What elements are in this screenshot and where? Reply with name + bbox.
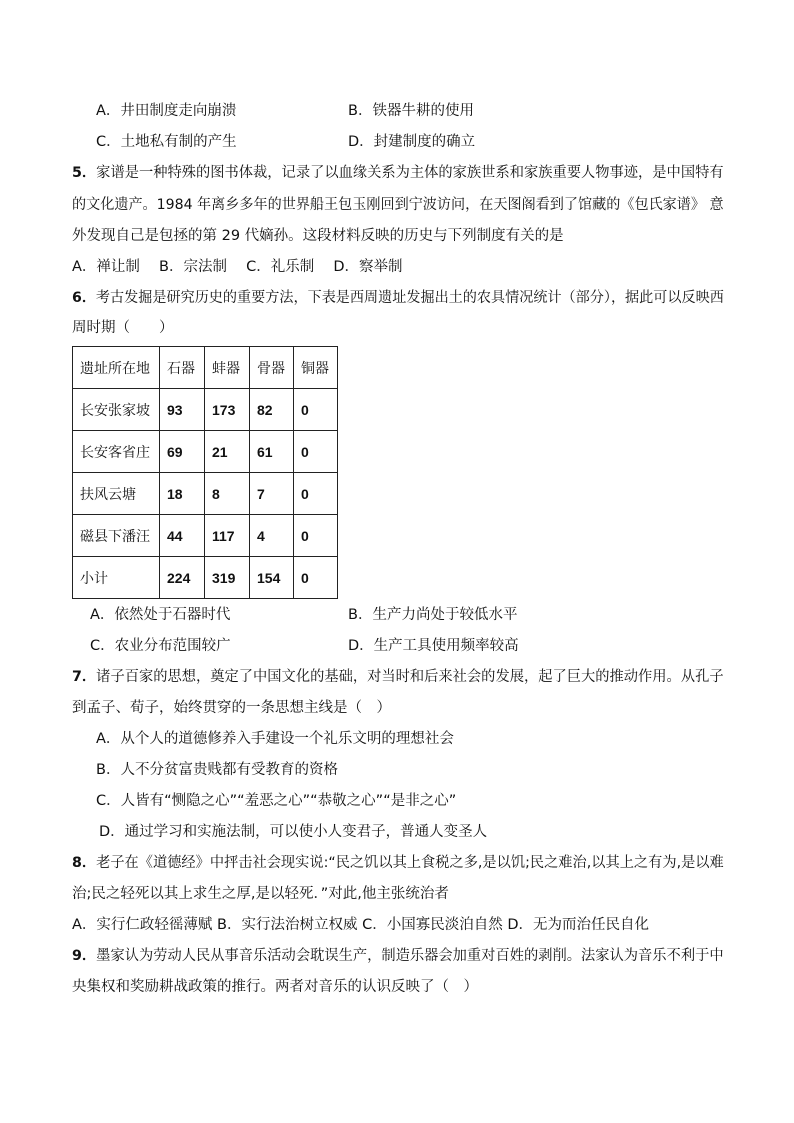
q8-line-1 [72, 853, 724, 873]
table-cell-site: 小计 [73, 557, 160, 599]
q9-stem-2: 央集权和奖励耕战政策的推行。两者对音乐的认识反映了（ ） [72, 979, 478, 995]
q6-option-d: D．生产工具使用频率较高 [348, 638, 519, 654]
q6-stem-2: 周时期（ ） [72, 320, 174, 336]
table-cell-site: 长安客省庄 [73, 431, 160, 473]
table-cell: 0 [294, 473, 338, 515]
q4-option-b: B．铁器牛耕的使用 [348, 103, 474, 119]
q8-options: A．实行仁政轻徭薄赋 B．实行法治树立权威 C．小国寡民淡泊自然 D．无为而治任民自化 [72, 917, 649, 933]
q4-option-d: D．封建制度的确立 [348, 134, 476, 150]
table-header-cell: 骨器 [250, 347, 294, 389]
q6-line-1 [72, 288, 724, 308]
table-row-subtotal [73, 557, 338, 599]
q5-number: 5． [72, 165, 97, 181]
q9-number: 9． [72, 948, 97, 964]
table-cell: 117 [205, 515, 250, 557]
table-cell: 0 [294, 431, 338, 473]
q6-number: 6． [72, 290, 96, 306]
q5-stem-2: 的文化遗产。1984 年离乡多年的世界船王包玉刚回到宁波访问，在天图阁看到了馆藏的《包氏家谱》 意 [72, 197, 724, 213]
table-row [73, 389, 338, 431]
table-cell: 44 [160, 515, 205, 557]
table-cell: 7 [250, 473, 294, 515]
table-row [73, 431, 338, 473]
table-cell: 0 [294, 389, 338, 431]
q7-option-d: D．通过学习和实施法制，可以使小人变君子，普通人变圣人 [99, 824, 488, 840]
q6-option-a: A．依然处于石器时代 [90, 607, 231, 623]
table-cell: 61 [250, 431, 294, 473]
q7-number: 7． [72, 669, 97, 685]
q8-stem-1: 老子在《道德经》中抨击社会现实说:“民之饥以其上食税之多,是以饥;民之难治,以其上之有为,是以难 [96, 855, 724, 871]
table-cell: 4 [250, 515, 294, 557]
table-row [73, 473, 338, 515]
q6-option-b: B．生产力尚处于较低水平 [348, 607, 518, 623]
table-cell: 21 [205, 431, 250, 473]
q7-line-1 [72, 667, 724, 687]
q7-stem-1: 诸子百家的思想，奠定了中国文化的基础，对当时和后来社会的发展，起了巨大的推动作用。从孔子 [96, 669, 724, 685]
q8-stem-2: 治;民之轻死以其上求生之厚,是以轻死．”对此,他主张统治者 [72, 886, 449, 902]
q8-number: 8． [72, 855, 97, 871]
table-header-row [73, 347, 338, 389]
q5-stem-3: 外发现自己是包拯的第 29 代嫡孙。这段材料反映的历史与下列制度有关的是 [72, 228, 564, 244]
table-header-cell: 遗址所在地 [73, 347, 160, 389]
q5-stem-1: 家谱是一种特殊的图书体裁，记录了以血缘关系为主体的家族世系和家族重要人物事迹，是中国特有 [96, 165, 724, 181]
table-cell: 154 [250, 557, 294, 599]
q4-option-c: C．土地私有制的产生 [96, 134, 237, 150]
table-cell: 319 [205, 557, 250, 599]
table-cell: 0 [294, 557, 338, 599]
q4-option-a: A．井田制度走向崩溃 [96, 103, 237, 119]
table-cell: 18 [160, 473, 205, 515]
q7-stem-2: 到孟子、荀子，始终贯穿的一条思想主线是（ ） [72, 700, 391, 716]
table-cell-site: 扶风云塘 [73, 473, 160, 515]
q9-stem-1: 墨家认为劳动人民从事音乐活动会耽误生产，制造乐器会加重对百姓的剥削。法家认为音乐不利于中 [96, 948, 724, 964]
table-row [73, 515, 338, 557]
table-header-cell: 铜器 [294, 347, 338, 389]
table-cell: 0 [294, 515, 338, 557]
table-cell: 8 [205, 473, 250, 515]
q5-line-1 [72, 163, 724, 183]
table-header-cell: 石器 [160, 347, 205, 389]
q7-option-b: B．人不分贫富贵贱都有受教育的资格 [96, 762, 338, 778]
q5-options: A．禅让制 B．宗法制 C．礼乐制 D．察举制 [72, 259, 403, 275]
q9-line-1 [72, 946, 724, 966]
table-cell: 173 [205, 389, 250, 431]
table-header-cell: 蚌器 [205, 347, 250, 389]
q6-stem-1: 考古发掘是研究历史的重要方法，下表是西周遗址发掘出土的农具情况统计（部分），据此可以反映西 [95, 290, 724, 306]
q6-option-c: C．农业分布范围较广 [90, 638, 231, 654]
q7-option-c: C．人皆有“恻隐之心”“羞恶之心”“恭敬之心”“是非之心” [96, 793, 457, 809]
artifact-table [72, 346, 338, 599]
table-cell: 69 [160, 431, 205, 473]
table-cell: 82 [250, 389, 294, 431]
table-cell-site: 长安张家坡 [73, 389, 160, 431]
q7-option-a: A．从个人的道德修养入手建设一个礼乐文明的理想社会 [96, 731, 454, 747]
table-cell-site: 磁县下潘汪 [73, 515, 160, 557]
table-cell: 93 [160, 389, 205, 431]
table-cell: 224 [160, 557, 205, 599]
